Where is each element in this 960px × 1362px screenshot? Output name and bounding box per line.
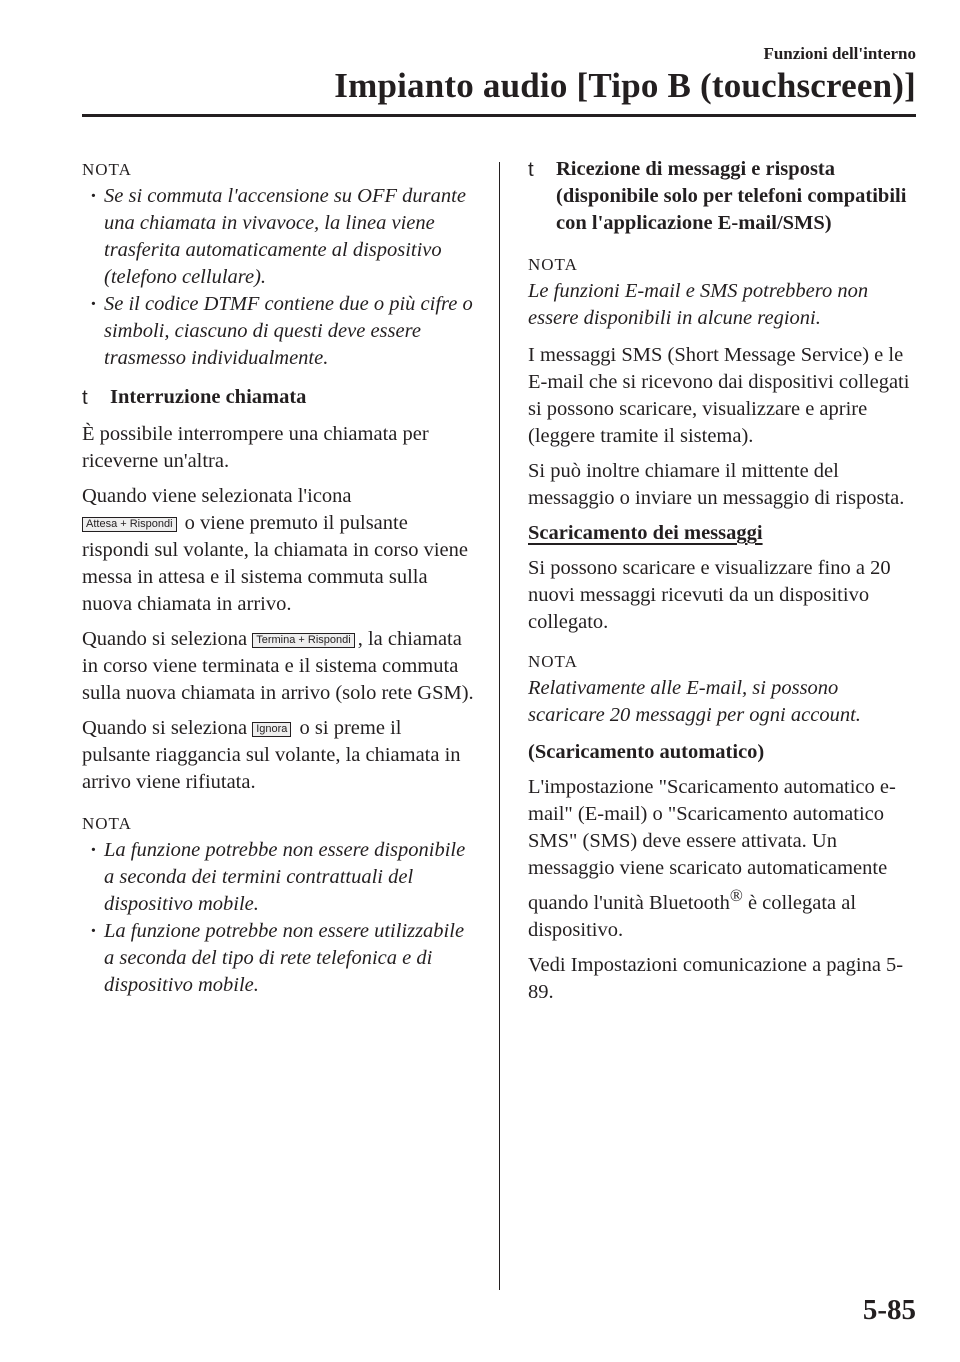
registered-mark: ® <box>729 886 743 905</box>
paragraph: Si può inoltre chiamare il mittente del messaggio o inviare un messaggio di risposta. <box>528 460 905 509</box>
section-marker-icon: t <box>528 158 534 181</box>
section-marker-icon: t <box>82 386 88 409</box>
paragraph <box>82 715 474 796</box>
paragraph-text: o viene premuto il pulsante rispondi sul volante, la chiamata in corso viene messa in attesa e il sistema commuta sulla nuova chiamata in arrivo. <box>82 512 468 615</box>
header-rule <box>82 114 916 117</box>
paragraph-text: è collegata al dispositivo. <box>528 891 857 941</box>
paragraph-text: o si preme il pulsante riaggancia sul volante, la chiamata in arrivo viene rifiutata. <box>82 717 461 793</box>
paragraph <box>82 483 474 618</box>
subheading-ricezione <box>528 156 920 237</box>
section-label: Funzioni dell'interno <box>763 44 916 63</box>
subheading-text: Interruzione chiamata <box>110 386 307 408</box>
paragraph <box>82 626 474 707</box>
termina-rispondi-button-icon: Termina + Rispondi <box>252 633 354 648</box>
paragraph-text: Quando viene selezionata l'icona <box>82 485 352 507</box>
paragraph-text: Quando si seleziona <box>82 717 248 739</box>
nota-text: Relativamente alle E-mail, si possono scaricare 20 messaggi per ogni account. <box>528 677 861 726</box>
nota-text: Le funzioni E-mail e SMS potrebbero non essere disponibili in alcune regioni. <box>528 280 869 329</box>
nota-heading: NOTA <box>528 652 578 671</box>
nota-item: · La funzione potrebbe non essere utilizzabile a seconda del tipo di rete telefonica e di dispositivo mobile. <box>82 918 474 999</box>
page-number: 5-85 <box>862 1294 916 1326</box>
attesa-rispondi-button-icon: Attesa + Rispondi <box>82 517 177 532</box>
paragraph: Si possono scaricare e visualizzare fino a 20 nuovi messaggi ricevuti da un dispositivo collegato. <box>528 557 891 633</box>
nota-item: · Se si commuta l'accensione su OFF durante una chiamata in vivavoce, la linea viene trasferita automaticamente al dispositivo (telefono cellulare). <box>82 183 474 291</box>
nota-heading: NOTA <box>82 160 132 179</box>
cross-reference: Vedi Impostazioni comunicazione a pagina 5-89. <box>528 953 904 1003</box>
paragraph: I messaggi SMS (Short Message Service) e le E-mail che si ricevono dai dispositivi collegati si possono scaricare, visualizzare e aprire (leggere tramite il sistema). <box>528 344 910 447</box>
paragraph: È possibile interrompere una chiamata per riceverne un'altra. <box>82 423 429 472</box>
heading-scaricamento: Scaricamento dei messaggi <box>528 522 763 544</box>
nota-item: · Se il codice DTMF contiene due o più cifre o simboli, ciascuno di questi deve essere trasmesso individualmente. <box>82 291 474 372</box>
nota-heading: NOTA <box>528 255 578 274</box>
paragraph-text: L'impostazione "Scaricamento automatico e-mail" (E-mail) o "Scaricamento automatico SMS" (SMS) deve essere attivata. Un messaggio viene scaricato automaticamente quando l'unità Bluetooth <box>528 776 896 914</box>
paragraph-text: Quando si seleziona <box>82 628 248 650</box>
subheading-interruzione <box>82 384 474 411</box>
ignora-button-icon: Ignora <box>252 722 291 737</box>
heading-scaricamento-automatico: (Scaricamento automatico) <box>528 741 765 763</box>
nota-list <box>82 837 474 999</box>
nota-item: · La funzione potrebbe non essere disponibile a seconda dei termini contrattuali del dispositivo mobile. <box>82 837 474 918</box>
left-column <box>82 156 474 1011</box>
column-divider <box>499 162 500 1290</box>
paragraph-text: , la chiamata in corso viene terminata e il sistema commuta sulla nuova chiamata in arrivo (solo rete GSM). <box>82 628 474 704</box>
subheading-text: Ricezione di messaggi e risposta (disponibile solo per telefoni compatibili con l'applicazione E-mail/SMS) <box>556 158 907 234</box>
right-column <box>528 156 920 1014</box>
nota-list <box>82 183 474 372</box>
nota-heading: NOTA <box>82 814 132 833</box>
paragraph <box>528 774 920 944</box>
page-title: Impianto audio [Tipo B (touchscreen)] <box>334 66 916 105</box>
